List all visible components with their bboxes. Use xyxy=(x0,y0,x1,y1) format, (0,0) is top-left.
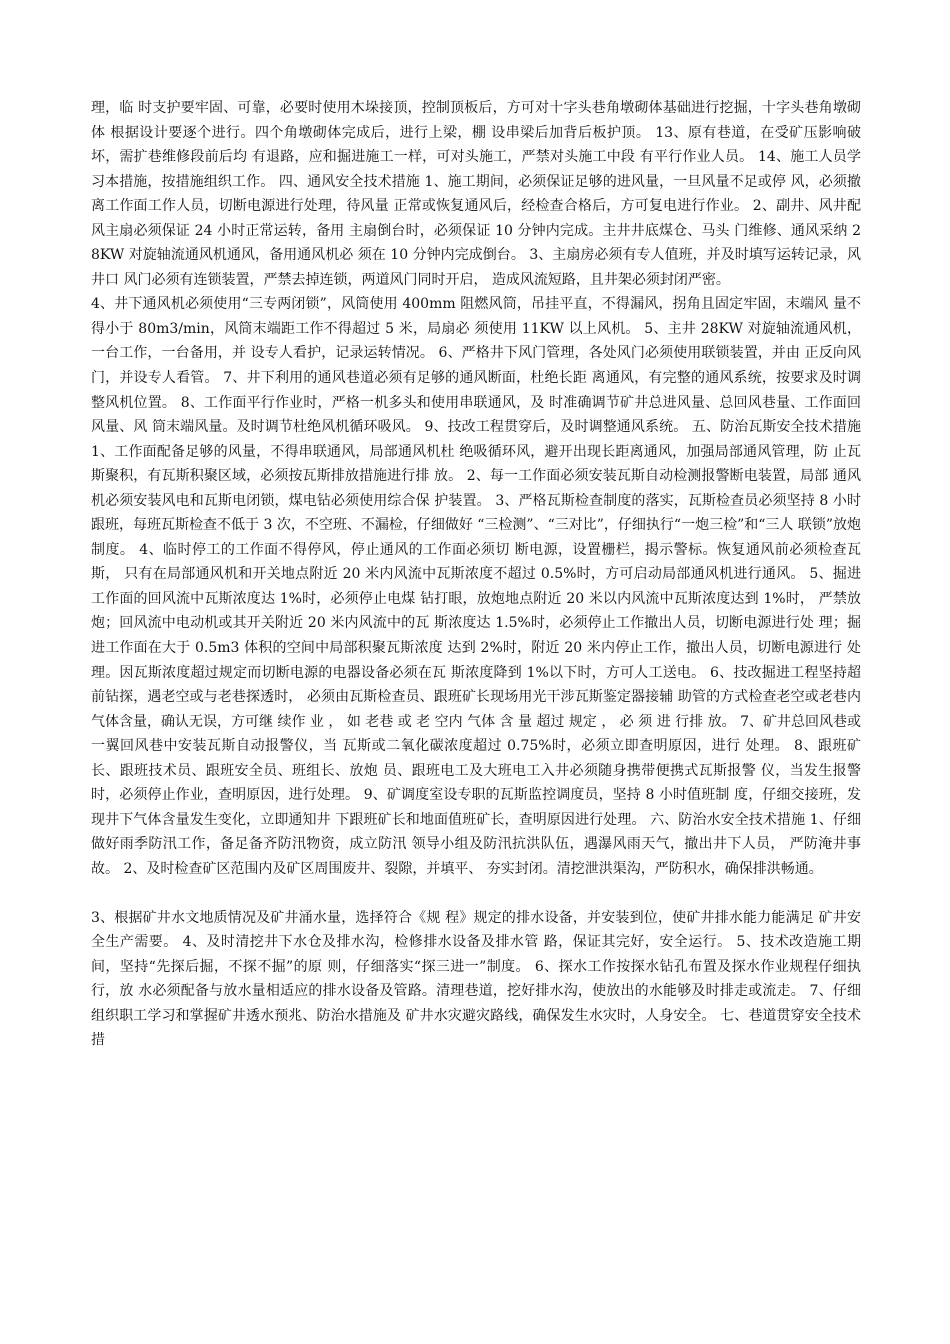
document-body xyxy=(91,96,861,1053)
paragraph-water-prevention: 3、根据矿井水文地质情况及矿井涌水量，选择符合《规 程》规定的排水设备，并安装到位，使矿井排水能力能满足 矿井安全生产需要。 4、及时清挖井下水仓及排水沟，检修排水设备及排水管 路，保证其完好，安全运行。 5、技术改造施工期间，坚持“先探后掘，不探不掘”的原 则，仔细落实“探三进一”制度。 6、探水工作按探水钻孔布置及探水作业规程仔细执行，放 水必须配备与放水量相适应的排水设备及管路。清理巷道，挖好排水沟，使放出的水能够及时排走或流走。 7、仔细组织职工学习和掌握矿井透水预兆、防治水措施及 矿井水灾避灾路线，确保发生水灾时，人身安全。 七、巷道贯穿安全技术措 xyxy=(91,909,861,1049)
paragraph-spacer xyxy=(91,882,861,906)
paragraph-ventilation: 理，临 时支护要牢固、可靠，必要时使用木垛接顶，控制顶板后，方可对十字头巷角墩砌体基础进行挖掘，十字头巷角墩砌体 根据设计要逐个进行。四个角墩砌体完成后，进行上梁，棚 设串梁后加背后板护顶。 13、原有巷道，在受矿压影响破坏，需扩巷维修段前后均 有退路，应和掘进施工一样，可对头施工，严禁对头施工中段 有平行作业人员。 14、施工人员学习本措施，按措施组织工作。 四、通风安全技术措施 1、施工期间，必须保证足够的进风量，一旦风量不足或停 风，必须撤离工作面工作人员，切断电源进行处理，待风量 正常或恢复通风后，经检查合格后，方可复电进行作业。 2、副井、风井配风主扇必须保证 24 小时正常运转，备用 主扇倒台时，必须保证 10 分钟内完成。主井井底煤仓、马头 门维修、通风采纳 28KW 对旋轴流通风机通风，备用通风机必 须在 10 分钟内完成倒台。 3、主扇房必须有专人值班，并及时填写运转记录，风井口 风门必须有连锁装置，严禁去掉连锁，两道风门同时开启， 造成风流短路，且井架必须封闭严密。 xyxy=(91,100,861,288)
paragraph-gas-prevention: 4、井下通风机必须使用“三专两闭锁”，风筒使用 400mm 阻燃风筒，吊挂平直，不得漏风，拐角且固定牢固，末端风 量不得小于 80m3/min，风筒末端距工作不得超过 5 米，局扇必 须使用 11KW 以上风机。 5、主井 28KW 对旋轴流通风机，一台工作，一台备用，并 设专人看护，记录运转情况。 6、严格井下风门管理，各处风门必须使用联锁装置，并由 正反向风门，并设专人看管。 7、井下利用的通风巷道必须有足够的通风断面，杜绝长距 离通风，有完整的通风系统，按要求及时调整风机位置。 8、工作面平行作业时，严格一机多头和使用串联通风，及 时准确调节矿井总进风量、总回风巷量、工作面回风量、风 筒末端风量。及时调节杜绝风机循环吸风。 9、技改工程贯穿后，及时调整通风系统。 五、防治瓦斯安全技术措施 1、工作面配备足够的风量，不得串联通风，局部通风机杜 绝吸循环风，避开出现长距离通风，加强局部通风管理，防 止瓦斯聚积，有瓦斯积聚区域，必须按瓦斯排放措施进行排 放。 2、每一工作面必须安装瓦斯自动检测报警断电装置，局部 通风机必须安装风电和瓦斯电闭锁，煤电钻必须使用综合保 护装置。 3、严格瓦斯检查制度的落实，瓦斯检查员必须坚持 8 小时 跟班，每班瓦斯检查不低于 3 次，不空班、不漏检，仔细做好 “三检测”、“三对比”，仔细执行“一炮三检”和“三人 联锁”放炮制度。 4、临时停工的工作面不得停风，停止通风的工作面必须切 断电源，设置栅栏，揭示警标。恢复通风前必须检查瓦斯， 只有在局部通风机和开关地点附近 20 米内风流中瓦斯浓度不超过 0.5%时，方可启动局部通风机进行通风。 5、掘进工作面的回风流中瓦斯浓度达 1%时，必须停止电煤 钻打眼，放炮地点附近 20 米以内风流中瓦斯浓度达到 1%时， 严禁放炮；回风流中电动机或其开关附近 20 米内风流中的瓦 斯浓度达 1.5%时，必须停止工作撤出人员，切断电源进行处 理；掘进工作面在大于 0.5m3 体积的空间中局部积聚瓦斯浓度 达到 2%时，附近 20 米内停止工作，撤出人员，切断电源进行 处理。因瓦斯浓度超过规定而切断电源的电器设备必须在瓦 斯浓度降到 1%以下时，方可人工送电。 6、技改掘进工程坚持超前钻探，遇老空或与老巷探透时， 必须由瓦斯检查员、跟班矿长现场用光干涉瓦斯鉴定器接辅 助管的方式检查老空或老巷内气体含量，确认无误，方可继 续作 业 ， 如 老巷 或 老 空内 气体 含 量 超过 规定 ， 必 须 进 行排 放。 7、矿井总回风巷或一翼回风巷中安装瓦斯自动报警仪，当 瓦斯或二氧化碳浓度超过 0.75%时，必须立即查明原因，进行 处理。 8、跟班矿长、跟班技术员、跟班安全员、班组长、放炮 员、跟班电工及大班电工入井必须随身携带便携式瓦斯报警 仪，当发生报警时，必须停止作业，查明原因，进行处理。 9、矿调度室设专职的瓦斯监控调度员，坚持 8 小时值班制 度，仔细交接班，发现井下气体含量发生变化，立即通知井 下跟班矿长和地面值班矿长，查明原因进行处理。 六、防治水安全技术措施 1、仔细做好雨季防汛工作，备足备齐防汛物资，成立防汛 领导小组及防汛抗洪队伍，遇瀑风雨天气，撤出井下人员， 严防淹井事故。 2、及时检查矿区范围内及矿区周围废井、裂隙，并填平、 夯实封闭。清挖泄洪渠沟，严防积水，确保排洪畅通。 xyxy=(91,296,861,877)
